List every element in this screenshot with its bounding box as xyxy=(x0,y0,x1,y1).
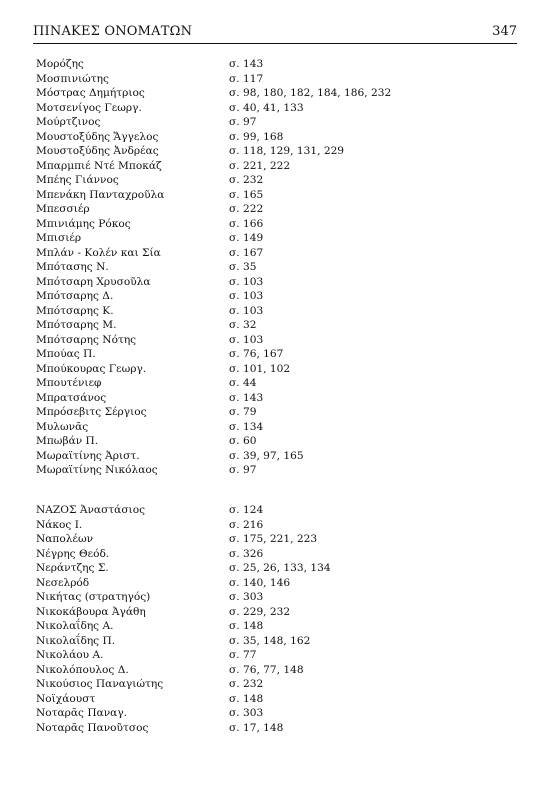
index-entry xyxy=(36,405,396,420)
index-entry xyxy=(36,692,396,707)
entry-name: Μπαρμπιέ Ντέ Μποκάζ xyxy=(36,159,162,172)
entry-name: Μπότσαρη Χρυσοῦλα xyxy=(36,275,151,288)
entry-name: Νικολαΐδης Π. xyxy=(36,634,116,647)
index-entry xyxy=(36,648,396,663)
entry-pages: σ. 303 xyxy=(229,591,264,603)
index-entry xyxy=(36,463,396,478)
entry-name: Μωραϊτίνης Νικόλαος xyxy=(36,464,158,476)
entry-name: Μπισιέρ xyxy=(36,232,82,244)
index-entry xyxy=(36,260,396,275)
index-entry xyxy=(36,57,396,72)
entry-name: Νικολαΐδης Α. xyxy=(36,620,114,632)
entry-pages: σ. 32 xyxy=(229,319,257,331)
entry-name: Νικήτας (στρατηγός) xyxy=(36,591,151,603)
entry-pages: σ. 143 xyxy=(229,391,264,404)
entry-pages: σ. 232 xyxy=(229,678,264,690)
entry-name: Μουστοξύδης Ἀνδρέας xyxy=(36,145,159,157)
index-entry xyxy=(36,144,396,159)
page-header xyxy=(33,24,517,42)
entry-pages: σ. 134 xyxy=(229,420,264,433)
entry-name: Μπινιάμης Ρόκος xyxy=(36,217,131,230)
entry-name: Ναπολέων xyxy=(36,533,94,545)
index-entry xyxy=(36,72,396,87)
index-entry xyxy=(36,159,396,174)
index-entry xyxy=(36,434,396,449)
entry-name: Μωραϊτίνης Ἀριστ. xyxy=(36,449,140,462)
index-entry xyxy=(36,706,396,721)
entry-name: Μπουτένιεφ xyxy=(36,377,102,389)
entry-pages: σ. 118, 129, 131, 229 xyxy=(229,145,345,157)
entry-name: Νάκος Ι. xyxy=(36,518,83,531)
entry-pages: σ. 77 xyxy=(229,649,257,661)
index-entry xyxy=(36,561,396,576)
entry-pages: σ. 40, 41, 133 xyxy=(229,101,304,114)
running-head-title: ΠΙΝΑΚΕΣ ΟΝΟΜΑΤΩΝ xyxy=(33,24,193,39)
index-section-m xyxy=(36,57,396,478)
index-entry xyxy=(36,202,396,217)
entry-name: Νεράντζης Σ. xyxy=(36,562,109,574)
entry-name: Νεσελρόδ xyxy=(36,576,90,589)
entry-name: Μπότσαρης Μ. xyxy=(36,319,117,331)
entry-pages: σ. 232 xyxy=(229,174,264,186)
entry-pages: σ. 97 xyxy=(229,464,257,476)
entry-name: Μυλωνᾶς xyxy=(36,420,89,433)
entry-name: Μοτσενίγος Γεωργ. xyxy=(36,101,142,114)
index-entry xyxy=(36,362,396,377)
entry-pages: σ. 303 xyxy=(229,707,264,719)
entry-pages: σ. 35, 148, 162 xyxy=(229,634,311,647)
entry-name: Μούρτζινος xyxy=(36,116,101,128)
entry-pages: σ. 35 xyxy=(229,261,257,273)
entry-pages: σ. 175, 221, 223 xyxy=(229,533,318,545)
entry-pages: σ. 229, 232 xyxy=(229,605,291,618)
index-entry xyxy=(36,677,396,692)
entry-name: Μπούκουρας Γεωργ. xyxy=(36,362,147,375)
entry-pages: σ. 44 xyxy=(229,377,257,389)
index-entry xyxy=(36,576,396,591)
entry-name: Μουστοξύδης Ἄγγελος xyxy=(36,130,159,143)
entry-name: Μπρόσεβιτς Σέργιος xyxy=(36,406,147,418)
entry-name: Μπλάν - Κολέν και Σία xyxy=(36,246,161,259)
entry-name: Μπότασης Ν. xyxy=(36,261,109,273)
index-entry xyxy=(36,101,396,116)
entry-name: Μπεσσιέρ xyxy=(36,203,90,215)
entry-pages: σ. 103 xyxy=(229,304,264,317)
entry-pages: σ. 25, 26, 133, 134 xyxy=(229,562,331,574)
entry-pages: σ. 97 xyxy=(229,116,257,128)
index-entry xyxy=(36,289,396,304)
index-entry xyxy=(36,518,396,533)
entry-name: Μπρατσάνος xyxy=(36,391,107,404)
index-entry xyxy=(36,217,396,232)
index-entry xyxy=(36,318,396,333)
page-number: 347 xyxy=(492,24,517,39)
index-entry xyxy=(36,449,396,464)
index-entry xyxy=(36,590,396,605)
entry-pages: σ. 79 xyxy=(229,406,257,418)
entry-pages: σ. 165 xyxy=(229,188,264,201)
entry-pages: σ. 103 xyxy=(229,333,264,346)
entry-name: Νικούσιος Παναγιώτης xyxy=(36,678,164,690)
index-entry xyxy=(36,376,396,391)
entry-pages: σ. 216 xyxy=(229,518,264,531)
entry-pages: σ. 326 xyxy=(229,547,264,560)
entry-pages: σ. 148 xyxy=(229,692,264,705)
entry-pages: σ. 98, 180, 182, 184, 186, 232 xyxy=(229,87,392,99)
entry-name: Νέγρης Θεόδ. xyxy=(36,547,110,560)
entry-pages: σ. 76, 77, 148 xyxy=(229,663,304,676)
entry-name: Νικοκάβουρα Ἀγάθη xyxy=(36,605,146,618)
index-entry xyxy=(36,246,396,261)
entry-pages: σ. 76, 167 xyxy=(229,348,284,360)
index-entry xyxy=(36,333,396,348)
entry-pages: σ. 149 xyxy=(229,232,264,244)
entry-pages: σ. 221, 222 xyxy=(229,159,291,172)
index-entry xyxy=(36,86,396,101)
entry-name: Μόστρας Δημήτριος xyxy=(36,87,145,99)
entry-name: Μπέης Γιάννος xyxy=(36,174,119,186)
entry-pages: σ. 140, 146 xyxy=(229,576,291,589)
entry-pages: σ. 39, 97, 165 xyxy=(229,449,304,462)
index-entry xyxy=(36,115,396,130)
index-entry xyxy=(36,619,396,634)
entry-name: Νικολόπουλος Δ. xyxy=(36,663,129,676)
index-section-n xyxy=(36,503,396,735)
index-entry xyxy=(36,391,396,406)
entry-pages: σ. 222 xyxy=(229,203,264,215)
index-entry xyxy=(36,347,396,362)
entry-pages: σ. 99, 168 xyxy=(229,130,284,143)
index-entry xyxy=(36,173,396,188)
index-entry xyxy=(36,663,396,678)
index-entry xyxy=(36,231,396,246)
entry-name: Μορόζης xyxy=(36,58,84,70)
entry-name: Νοταρᾶς Πανοῦτσος xyxy=(36,721,149,734)
entry-pages: σ. 117 xyxy=(229,72,264,85)
index-entry xyxy=(36,188,396,203)
entry-pages: σ. 101, 102 xyxy=(229,362,291,375)
entry-pages: σ. 148 xyxy=(229,620,264,632)
entry-name: Νοταρᾶς Παναγ. xyxy=(36,707,128,719)
index-entry xyxy=(36,275,396,290)
index-entry xyxy=(36,420,396,435)
index-entry xyxy=(36,605,396,620)
entry-pages: σ. 103 xyxy=(229,290,264,302)
entry-name: ΝΑΖΟΣ Ἀναστάσιος xyxy=(36,504,146,516)
entry-name: Μπωβάν Π. xyxy=(36,435,99,447)
entry-name: Μπότσαρης Κ. xyxy=(36,304,114,317)
index-entry xyxy=(36,634,396,649)
index-entry xyxy=(36,503,396,518)
header-rule xyxy=(33,43,517,44)
entry-name: Μπενάκη Πανταχροῦλα xyxy=(36,188,165,201)
index-entry xyxy=(36,304,396,319)
index-entry xyxy=(36,547,396,562)
entry-name: Μπότσαρης Δ. xyxy=(36,290,114,302)
index-entry xyxy=(36,721,396,736)
entry-pages: σ. 166 xyxy=(229,217,264,230)
entry-pages: σ. 60 xyxy=(229,435,257,447)
entry-pages: σ. 103 xyxy=(229,275,264,288)
entry-name: Νοϊχάουστ xyxy=(36,692,96,705)
entry-name: Νικολάου Α. xyxy=(36,649,104,661)
entry-name: Μπούας Π. xyxy=(36,348,96,360)
entry-name: Μοσπινιώτης xyxy=(36,72,109,85)
entry-pages: σ. 143 xyxy=(229,58,264,70)
index-entry xyxy=(36,130,396,145)
entry-pages: σ. 124 xyxy=(229,504,264,516)
entry-pages: σ. 167 xyxy=(229,246,264,259)
entry-pages: σ. 17, 148 xyxy=(229,721,284,734)
index-entry xyxy=(36,532,396,547)
entry-name: Μπότσαρης Νότης xyxy=(36,333,137,346)
